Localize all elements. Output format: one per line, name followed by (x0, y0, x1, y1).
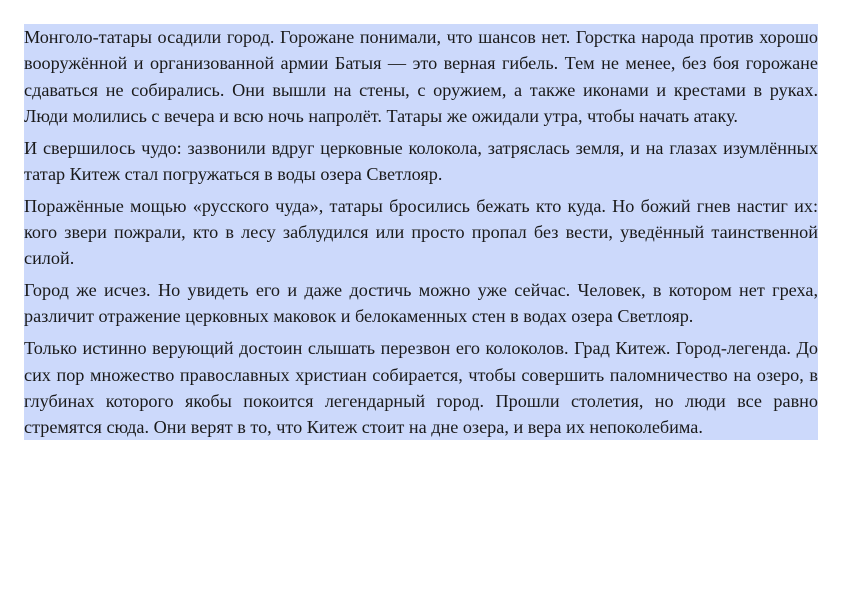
text-block (24, 24, 818, 440)
paragraph-3: Поражённые мощью «русского чуда», татары бросились бежать кто куда. Но божий гнев настиг их: кого звери пожрали, кто в лесу заблудился или просто пропал без вести, уведённый таинственной силой. (24, 195, 818, 269)
paragraph-5: Только истинно верующий достоин слышать перезвон его колоколов. Град Китеж. Город-легенда. До сих пор множество православных христиан собирается, чтобы совершить паломничество на озеро, в глубинах которого якобы покоится легендарный город. Прошли столетия, но люди все равно стремятся сюда. Они верят в то, что Китеж стоит на дне озера, и вера их непоколебима. (24, 338, 818, 438)
paragraph-2: И свершилось чудо: зазвонили вдруг церковные колокола, затряслась земля, и на глазах изумлённых татар Китеж стал погружаться в воды озера Светлояр. (24, 137, 818, 184)
paragraph-1: Монголо-татары осадили город. Горожане понимали, что шансов нет. Горстка народа против хорошо вооружённой и организованной армии Батыя — это верная гибель. Тем не менее, без боя горожане сдаваться не собирались. Они вышли на стены, с оружием, а также иконами и крестами в руках. Люди молились с вечера и всю ночь напролёт. Татары же ожидали утра, чтобы начать атаку. (24, 27, 818, 126)
paragraph-4: Город же исчез. Но увидеть его и даже достичь можно уже сейчас. Человек, в котором нет греха, различит отражение церковных маковок и белокаменных стен в водах озера Светлояр. (24, 280, 818, 327)
